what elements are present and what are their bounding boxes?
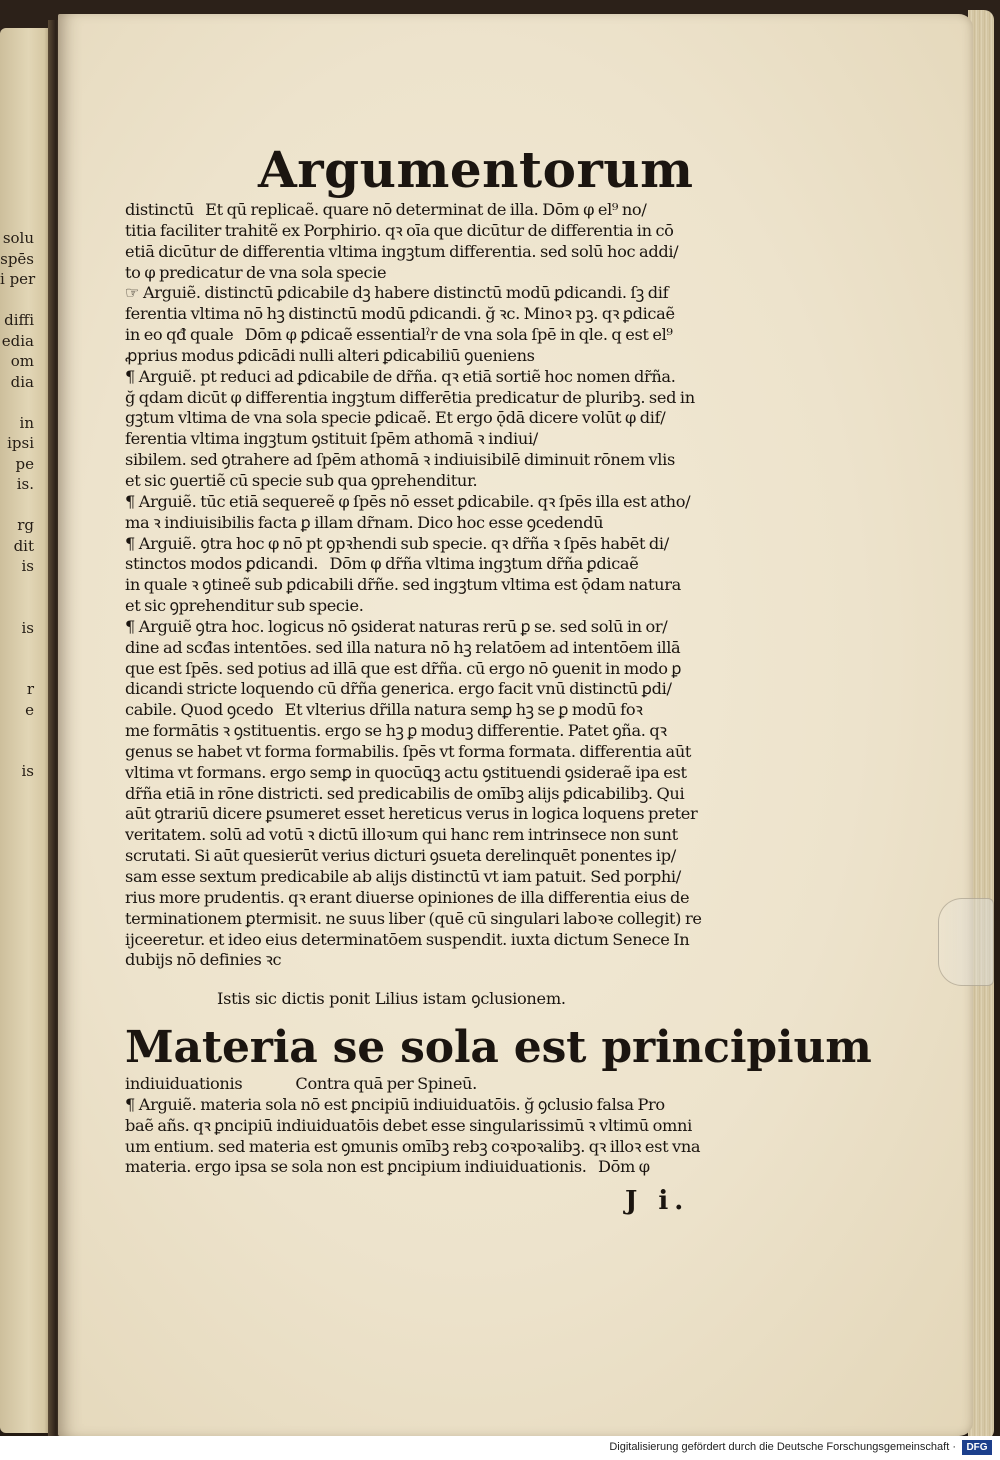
- text-line: ma ꝛ indiuisibilis facta ꝑ illam dr̃nam. Dico hoc esse ꝯcedendū: [125, 512, 604, 532]
- text-line: veritatem. solū ad votū ꝛ dictū illoꝛum qui hanc rem intrinsece non sunt: [125, 825, 678, 845]
- page-heading: Argumentorum: [258, 140, 694, 199]
- text-line: ☞ Arguiẽ. distinctū ꝑdicabile dꝫ habere distinctū modū ꝑdicandi. ſꝫ dif: [125, 283, 669, 303]
- text-line: ferentia vltima nō hꝫ distinctū modū ꝑdicandi. ğ ꝛc. Minoꝛ pꝫ. qꝛ ꝑdicaẽ: [125, 304, 675, 324]
- text-line: um entium. sed materia est ꝯmunis omībꝫ rebꝫ coꝛpoꝛalibꝫ. qꝛ illoꝛ est vna: [125, 1136, 701, 1156]
- section-heading: Materia se sola est principium: [125, 1022, 872, 1073]
- section-body-text: [125, 1074, 737, 1178]
- plastic-clip: [938, 898, 994, 986]
- text-line: aūt ꝯtrariū dicere ꝑsumeret esset hereticus verus in logica loquens preter: [125, 804, 698, 824]
- text-line: dr̃ña etiā in rōne districti. sed predicabilis de omībꝫ alijs ꝑdicabilibꝫ. Qui: [125, 783, 685, 803]
- text-line: gꝫtum vltima de vna sola specie ꝑdicaẽ. Et ergo ǭdā dicere volūt φ dif/: [125, 408, 666, 428]
- text-line: indiuiduationis Contra quā per Spineū.: [125, 1074, 477, 1093]
- text-line: terminationem ꝑtermisit. ne suus liber (quē cū singulari laboꝛe collegit) re: [125, 908, 702, 928]
- text-line: sibilem. sed ꝯtrahere ad ſpēm athomā ꝛ indiuisibilē diminuit rōnem vlis: [125, 450, 675, 470]
- text-line: vltima vt formans. ergo semꝑ in quocūꝗꝫ actu ꝯstituendi ꝯsideraẽ ipa est: [125, 762, 687, 782]
- dfg-logo: DFG: [962, 1440, 992, 1455]
- signature-mark: J i.: [625, 1186, 690, 1216]
- text-line: dicandi stricte loquendo cū dr̃ña generica. ergo facit vnū distinctū ꝑdi/: [125, 679, 672, 699]
- text-line: ¶ Arguiẽ. materia sola nō est ꝑncipiū indiuiduatōis. ğ ꝯclusio falsa Pro: [125, 1094, 665, 1114]
- text-line: scrutati. Si aūt quesierūt verius dicturi ꝯsueta derelinquēt ponentes ip/: [125, 846, 676, 866]
- text-line: dubijs nō definies ꝛc: [125, 950, 282, 970]
- text-line: titia faciliter trahitẽ ex Porphirio. qꝛ oīa que dicūtur de differentia in cō: [125, 220, 674, 240]
- text-line: et sic ꝯprehenditur sub specie.: [125, 596, 364, 616]
- text-line: to φ predicatur de vna sola specie: [125, 262, 387, 282]
- text-line: me formātis ꝛ ꝯstituentis. ergo se hꝫ ꝑ moduꝫ differentie. Patet ꝯña. qꝛ: [125, 721, 667, 741]
- text-line: baẽ añs. qꝛ ꝑncipiū indiuiduatōis debet esse singularissimū ꝛ vltimū omni: [125, 1115, 692, 1135]
- facing-page-margin-text: solu spēs i per diffi edia om dia in ipsi pe is. rg dit is is r e is: [0, 229, 36, 780]
- text-line: materia. ergo ipsa se sola non est ꝑncipium indiuiduationis. Dōm φ: [125, 1157, 650, 1177]
- text-line: etiā dicūtur de differentia vltima ingꝫtum differentia. sed solū hoc addi/: [125, 241, 679, 261]
- text-line: genus se habet vt forma formabilis. ſpēs vt forma formata. differentia aūt: [125, 741, 692, 761]
- text-line: in eo qđ quale Dōm φ ꝑdicaẽ essentialˀr de vna sola ſpē in qle. q est el⁹: [125, 325, 673, 345]
- text-line: ¶ Arguiẽ. ꝯtra hoc φ nō pt ꝯpꝛhendi sub specie. qꝛ dr̃ña ꝛ ſpēs habēt di/: [125, 533, 669, 553]
- text-line: ꝓprius modus ꝑdicādi nulli alteri ꝑdicabiliū ꝯueniens: [125, 345, 535, 365]
- footer-credit: Digitalisierung gefördert durch die Deutsche Forschungsgemeinschaft ·: [609, 1441, 956, 1453]
- text-line: ferentia vltima ingꝫtum ꝯstituit ſpēm athomā ꝛ indiui/: [125, 429, 538, 449]
- text-line: cabile. Quod ꝯcedo Et vlterius dr̃illa natura semꝑ hꝫ se ꝑ modū foꝛ: [125, 700, 643, 720]
- conclusion-line: Istis sic dictis ponit Lilius istam ꝯclusionem.: [217, 989, 566, 1008]
- text-line: et sic ꝯuertiẽ cū specie sub qua ꝯprehenditur.: [125, 470, 478, 490]
- text-line: stinctos modos ꝑdicandi. Dōm φ dr̃ña vltima ingꝫtum dr̃ña ꝑdicaẽ: [125, 554, 639, 574]
- text-line: ğ qdam dicūt φ differentia ingꝫtum differētia predicatur de pluribꝫ. sed in: [125, 387, 695, 407]
- text-line: ¶ Arguiẽ. tūc etiā sequereẽ φ ſpēs nō esset ꝑdicabile. qꝛ ſpēs illa est atho/: [125, 491, 691, 511]
- text-line: que est ſpēs. sed potius ad illā que est dr̃ña. cū ergo nō ꝯuenit in modo ꝑ: [125, 658, 682, 678]
- footer-bar: [0, 1436, 1000, 1460]
- text-line: ¶ Arguiẽ. pt reduci ad ꝑdicabile de dr̃ña. qꝛ etiā sortiẽ hoc nomen dr̃ña.: [125, 366, 676, 386]
- text-line: ¶ Arguiẽ ꝯtra hoc. logicus nō ꝯsiderat naturas rerū ꝑ se. sed solū in or/: [125, 616, 668, 636]
- text-line: in quale ꝛ ꝯtineẽ sub ꝑdicabili dr̃ñe. sed ingꝫtum vltima est ǭdam natura: [125, 575, 681, 595]
- text-line: distinctū Et qū replicaẽ. quare nō determinat de illa. Dōm φ el⁹ no/: [125, 200, 647, 219]
- text-line: ijceeretur. et ideo eius determinatōem suspendit. iuxta dictum Senece In: [125, 929, 690, 949]
- body-text: [125, 200, 737, 971]
- text-line: rius more prudentis. qꝛ erant diuerse opiniones de illa differentia eius de: [125, 887, 690, 907]
- facing-page-left: [0, 28, 52, 1433]
- text-line: sam esse sextum predicabile ab alijs distinctū vt iam patuit. Sed porphi/: [125, 867, 681, 886]
- text-line: dine ad scđas intentōes. sed illa natura nō hꝫ relatōem ad intentōem illā: [125, 637, 681, 657]
